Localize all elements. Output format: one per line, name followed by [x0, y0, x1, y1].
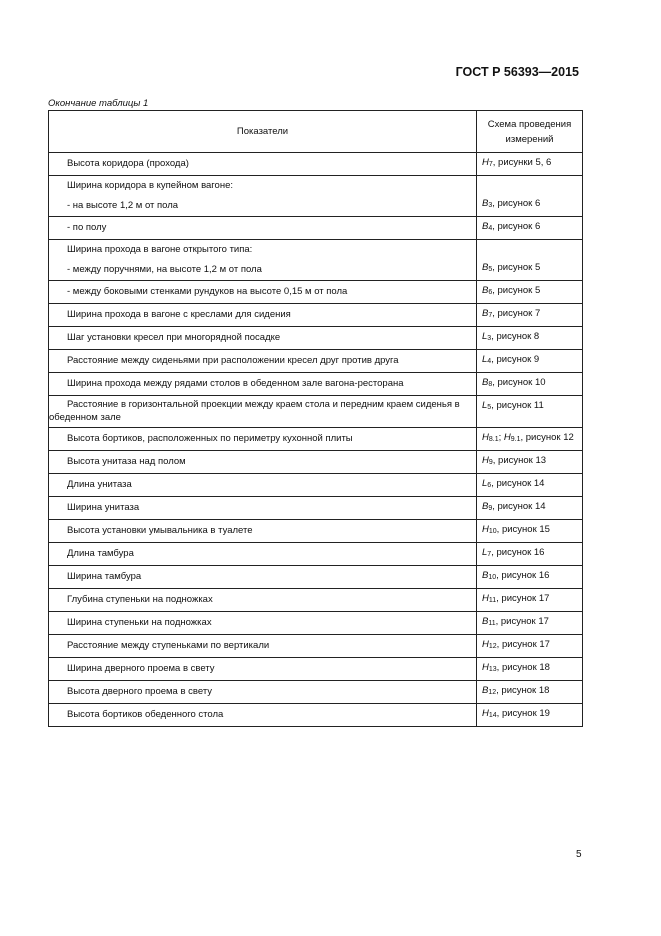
- symbol-index: 9: [488, 459, 493, 466]
- table-row: [49, 543, 583, 566]
- symbol-index: 5: [487, 404, 492, 411]
- indicator-text: Расстояние между сиденьями при расположении кресел друг против друга: [67, 355, 399, 366]
- indicator-text: Длина унитаза: [67, 479, 132, 490]
- table-row: [49, 566, 583, 589]
- symbol-index: 7: [488, 312, 493, 319]
- symbol-index: 8: [488, 381, 493, 388]
- indicator-cell: [49, 327, 477, 350]
- indicator-text: Шаг установки кресел при многорядной посадке: [67, 332, 281, 343]
- indicator-text: Ширина прохода в вагоне открытого типа:: [67, 244, 253, 255]
- symbol-index: 11: [488, 620, 496, 627]
- figure-reference: , рисунок 18: [496, 685, 550, 696]
- indicator-cell: [49, 153, 477, 176]
- symbol: H: [482, 455, 489, 466]
- symbol-index: 8.1: [488, 436, 499, 443]
- symbol-index: 6: [487, 482, 492, 489]
- indicator-text: Ширина тамбура: [67, 571, 142, 582]
- specification-table: [48, 110, 583, 727]
- figure-reference: , рисунок 15: [496, 524, 550, 535]
- indicator-cell: [49, 217, 477, 240]
- symbol-index: 3: [487, 335, 492, 342]
- indicator-cell: [49, 451, 477, 474]
- scheme-cell: [477, 373, 583, 396]
- table-caption: Окончание таблицы 1: [48, 98, 149, 109]
- indicator-cell: [49, 428, 477, 451]
- header-scheme-line1: Схема проведения: [487, 118, 572, 130]
- scheme-cell: [477, 704, 583, 727]
- indicator-cell: [49, 176, 477, 217]
- indicator-cell: [49, 635, 477, 658]
- header-scheme-line2: измерений: [505, 133, 554, 145]
- page-number: 5: [576, 849, 582, 860]
- scheme-cell: [477, 240, 583, 281]
- symbol: H: [482, 662, 489, 673]
- figure-reference: , рисунки 5, 6: [492, 157, 552, 168]
- symbol-index: 12: [488, 643, 497, 650]
- scheme-cell: [477, 681, 583, 704]
- scheme-cell: [477, 304, 583, 327]
- scheme-cell: [477, 520, 583, 543]
- symbol: H: [482, 593, 489, 604]
- indicator-text: - между поручнями, на высоте 1,2 м от пола: [67, 264, 262, 275]
- table-row: [49, 451, 583, 474]
- scheme-cell: [477, 153, 583, 176]
- table-row: [49, 589, 583, 612]
- standard-number: ГОСТ Р 56393—2015: [455, 65, 579, 79]
- symbol-index: 9.1: [510, 436, 521, 443]
- symbol-index: 3: [488, 202, 493, 209]
- indicator-text: Высота бортиков обеденного стола: [67, 709, 224, 720]
- indicator-text: - на высоте 1,2 м от пола: [67, 200, 179, 211]
- figure-reference: , рисунок 16: [491, 547, 545, 558]
- header-indicators: Показатели: [49, 111, 477, 153]
- symbol: H: [482, 708, 489, 719]
- figure-reference: , рисунок 17: [495, 616, 549, 627]
- scheme-cell: [477, 217, 583, 240]
- scheme-cell: [477, 612, 583, 635]
- table-row: [49, 373, 583, 396]
- symbol: H: [482, 157, 489, 168]
- indicator-text: Ширина прохода между рядами столов в обеденном зале вагона-ресторана: [67, 378, 404, 389]
- indicator-cell: [49, 350, 477, 373]
- scheme-cell: [477, 451, 583, 474]
- figure-reference: , рисунок 13: [492, 455, 547, 466]
- indicator-cell: [49, 589, 477, 612]
- symbol: L: [482, 478, 488, 489]
- symbol: B: [482, 285, 489, 296]
- figure-reference: , рисунок 12: [520, 432, 574, 443]
- scheme-cell: [477, 350, 583, 373]
- indicator-cell: [49, 704, 477, 727]
- figure-reference: , рисунок 14: [492, 501, 546, 512]
- symbol-index: 6: [488, 289, 493, 296]
- scheme-cell: [477, 281, 583, 304]
- table-row: [49, 428, 583, 451]
- indicator-cell: [49, 566, 477, 589]
- figure-reference: , рисунок 17: [496, 593, 550, 604]
- figure-reference: , рисунок 6: [492, 221, 541, 232]
- table-row: [49, 474, 583, 497]
- indicator-text: Высота унитаза над полом: [67, 456, 186, 467]
- figure-reference: , рисунок 6: [492, 198, 541, 209]
- symbol: B: [482, 570, 489, 581]
- symbol-index: 10: [488, 574, 497, 581]
- symbol-index: 12: [488, 689, 497, 696]
- indicator-text: Расстояние между ступеньками по вертикали: [67, 640, 270, 651]
- figure-reference: , рисунок 9: [491, 354, 540, 365]
- scheme-cell: [477, 474, 583, 497]
- indicator-cell: [49, 240, 477, 281]
- scheme-cell: [477, 658, 583, 681]
- table-row: [49, 217, 583, 240]
- indicator-cell: [49, 543, 477, 566]
- symbol: B: [482, 501, 489, 512]
- table-row: [49, 350, 583, 373]
- figure-reference: , рисунок 7: [492, 308, 541, 319]
- indicator-cell: [49, 681, 477, 704]
- table-header-row: [49, 111, 583, 153]
- symbol: B: [482, 377, 489, 388]
- symbol: H: [503, 432, 511, 443]
- header-scheme: [477, 111, 583, 153]
- indicator-cell: [49, 658, 477, 681]
- symbol: B: [482, 198, 489, 209]
- indicator-text: Расстояние в горизонтальной проекции между краем стола и передним краем сиденья в обеденном зале: [49, 399, 460, 423]
- symbol: H: [482, 432, 489, 443]
- figure-reference: , рисунок 10: [492, 377, 546, 388]
- symbol: L: [482, 400, 488, 411]
- figure-reference: , рисунок 14: [491, 478, 545, 489]
- table-row: [49, 176, 583, 217]
- scheme-cell: [477, 543, 583, 566]
- scheme-cell: [477, 176, 583, 217]
- figure-reference: , рисунок 5: [492, 285, 541, 296]
- figure-reference: , рисунок 17: [496, 639, 550, 650]
- figure-reference: , рисунок 16: [496, 570, 550, 581]
- figure-reference: , рисунок 8: [491, 331, 540, 342]
- table-row: [49, 497, 583, 520]
- scheme-cell: $H_{8.1}$; $H_{9.1}$, рисунок 12: [477, 428, 583, 451]
- table-row: [49, 327, 583, 350]
- symbol-index: 5: [488, 266, 493, 273]
- figure-reference: , рисунок 18: [496, 662, 550, 673]
- table-body: [49, 153, 583, 727]
- figure-reference: , рисунок 5: [492, 262, 541, 273]
- symbol-index: 10: [488, 528, 497, 535]
- symbol-index: 4: [488, 225, 493, 232]
- symbol: H: [482, 639, 489, 650]
- indicator-cell: [49, 520, 477, 543]
- indicator-text: Высота установки умывальника в туалете: [67, 525, 253, 536]
- figure-reference: , рисунок 11: [491, 400, 544, 411]
- table-row: [49, 681, 583, 704]
- symbol-index: 9: [488, 505, 493, 512]
- indicator-text: Ширина прохода в вагоне с креслами для сидения: [67, 309, 291, 320]
- indicator-text: - по полу: [67, 222, 107, 233]
- symbol-index: 4: [487, 358, 492, 365]
- symbol-index: 7: [488, 161, 493, 168]
- table-row: [49, 520, 583, 543]
- scheme-cell: [477, 589, 583, 612]
- symbol: B: [482, 616, 489, 627]
- symbol-index: 14: [488, 712, 497, 719]
- indicator-text: Ширина коридора в купейном вагоне:: [67, 180, 234, 191]
- indicator-cell: [49, 474, 477, 497]
- symbol: B: [482, 221, 489, 232]
- scheme-cell: [477, 497, 583, 520]
- symbol: H: [482, 524, 489, 535]
- table-row: [49, 396, 583, 428]
- symbol: B: [482, 308, 489, 319]
- table-row: [49, 304, 583, 327]
- symbol-index: 11: [488, 597, 497, 604]
- indicator-text: Длина тамбура: [67, 548, 134, 559]
- table-row: [49, 153, 583, 176]
- indicator-text: Высота бортиков, расположенных по периметру кухонной плиты: [67, 433, 353, 444]
- indicator-cell: [49, 304, 477, 327]
- table-row: [49, 635, 583, 658]
- scheme-cell: [477, 566, 583, 589]
- table-row: [49, 240, 583, 281]
- indicator-text: Ширина унитаза: [67, 502, 140, 513]
- scheme-cell: [477, 327, 583, 350]
- indicator-cell: [49, 396, 477, 428]
- table-row: [49, 281, 583, 304]
- scheme-cell: [477, 396, 583, 428]
- figure-reference: , рисунок 19: [496, 708, 550, 719]
- symbol-index: 7: [487, 551, 492, 558]
- indicator-cell: [49, 612, 477, 635]
- symbol-index: 13: [488, 666, 497, 673]
- indicator-text: - между боковыми стенками рундуков на высоте 0,15 м от пола: [67, 286, 348, 297]
- table-row: [49, 704, 583, 727]
- indicator-text: Глубина ступеньки на подножках: [67, 594, 213, 605]
- symbol: B: [482, 685, 489, 696]
- indicator-text: Ширина ступеньки на подножках: [67, 617, 212, 628]
- symbol: B: [482, 262, 489, 273]
- table-row: [49, 658, 583, 681]
- table-row: [49, 612, 583, 635]
- indicator-cell: [49, 497, 477, 520]
- indicator-cell: [49, 281, 477, 304]
- indicator-text: Высота дверного проема в свету: [67, 686, 213, 697]
- indicator-text: Ширина дверного проема в свету: [67, 663, 215, 674]
- symbol: L: [482, 547, 488, 558]
- indicator-cell: [49, 373, 477, 396]
- symbol: L: [482, 354, 488, 365]
- indicator-text: Высота коридора (прохода): [67, 158, 189, 169]
- symbol: L: [482, 331, 488, 342]
- scheme-cell: [477, 635, 583, 658]
